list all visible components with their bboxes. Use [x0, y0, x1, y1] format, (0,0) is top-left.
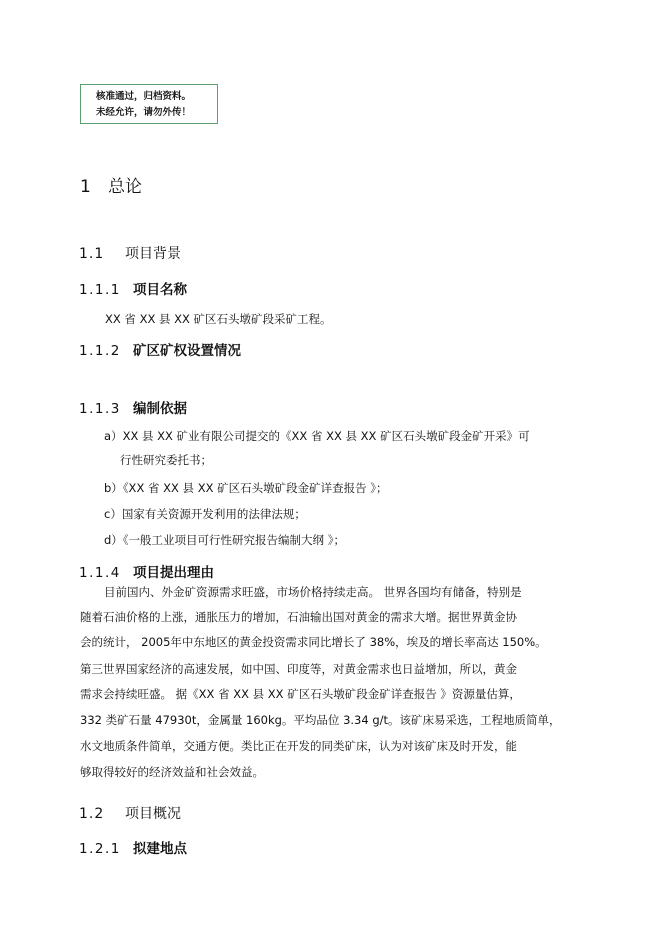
section-number: 1.1.2 [79, 343, 121, 359]
paragraph-line: 随着石油价格的上涨，通胀压力的增加，石油输出国对黄金的需求大增。据世界黄金协 [80, 610, 517, 624]
section-heading-1-2-1 [79, 837, 187, 857]
notice-line-1: 核准通过，归档资料。 [96, 91, 192, 102]
section-title: 项目背景 [125, 246, 181, 262]
chapter-heading [80, 172, 142, 197]
section-title: 项目名称 [133, 282, 187, 298]
list-item-text: 《一般工业项目可行性研究报告编制大纲 》； [122, 533, 345, 547]
chapter-title: 总论 [108, 177, 142, 197]
section-heading-1-1-4 [79, 561, 214, 581]
section-number: 1.1 [79, 246, 105, 262]
section-number: 1.2 [79, 806, 105, 822]
section-title: 拟建地点 [133, 841, 187, 857]
list-item-a [104, 428, 530, 444]
list-item-c [104, 506, 306, 522]
paragraph-line: 目前国内、外金矿资源需求旺盛，市场价格持续走高。 世界各国均有储备，特别是 [104, 585, 522, 599]
paragraph-line: 第三世界国家经济的高速发展，如中国、印度等，对黄金需求也日益增加，所以，黄金 [80, 662, 517, 676]
section-heading-1-2 [79, 803, 181, 823]
list-item-label: b） [104, 481, 123, 495]
archive-notice-box [80, 84, 218, 124]
section-number: 1.1.4 [79, 565, 121, 581]
list-item-a-continuation: 行性研究委托书； [120, 453, 212, 467]
section-title: 矿区矿权设置情况 [133, 343, 241, 359]
list-item-label: c） [104, 507, 122, 521]
section-title: 项目提出理由 [133, 565, 214, 581]
section-number: 1.2.1 [79, 841, 121, 857]
list-item-text: 《XX 省 XX 县 XX 矿区石头墩矿段金矿详查报告 》； [122, 481, 388, 495]
paragraph-line: 会的统计， 2005年中东地区的黄金投资需求同比增长了 38%，埃及的增长率高达 150%。 [80, 635, 547, 649]
list-item-text: XX 县 XX 矿业有限公司提交的《XX 省 XX 县 XX 矿区石头墩矿段金矿开采》可 [122, 429, 530, 443]
project-name-text: XX 省 XX 县 XX 矿区石头墩矿段采矿工程。 [105, 312, 332, 326]
list-item-text: 国家有关资源开发利用的法律法规； [121, 507, 306, 521]
paragraph-line: 332 类矿石量 47930t，金属量 160kg。平均品位 3.34 g/t。该矿床易采选，工程地质简单， [80, 713, 561, 727]
section-title: 编制依据 [133, 401, 187, 417]
list-item-d [104, 532, 345, 548]
section-title: 项目概况 [125, 806, 181, 822]
paragraph-line: 需求会持续旺盛。 据《XX 省 XX 县 XX 矿区石头墩矿段金矿详查报告 》资源量估算， [80, 687, 521, 701]
list-item-label: d） [104, 533, 123, 547]
section-heading-1-1-2 [79, 339, 241, 359]
paragraph-line: 够取得较好的经济效益和社会效益。 [80, 765, 264, 779]
section-heading-1-1-1 [79, 278, 187, 298]
list-item-b [104, 480, 388, 496]
section-number: 1.1.3 [79, 401, 121, 417]
section-number: 1.1.1 [79, 282, 121, 298]
paragraph-line: 水文地质条件简单，交通方便。类比正在开发的同类矿床，认为对该矿床及时开发，能 [80, 739, 517, 753]
notice-line-2: 未经允许，请勿外传！ [96, 107, 192, 118]
list-item-label: a） [104, 429, 123, 443]
section-heading-1-1-3 [79, 397, 187, 417]
chapter-number: 1 [80, 177, 91, 197]
section-heading-1-1 [79, 243, 181, 263]
